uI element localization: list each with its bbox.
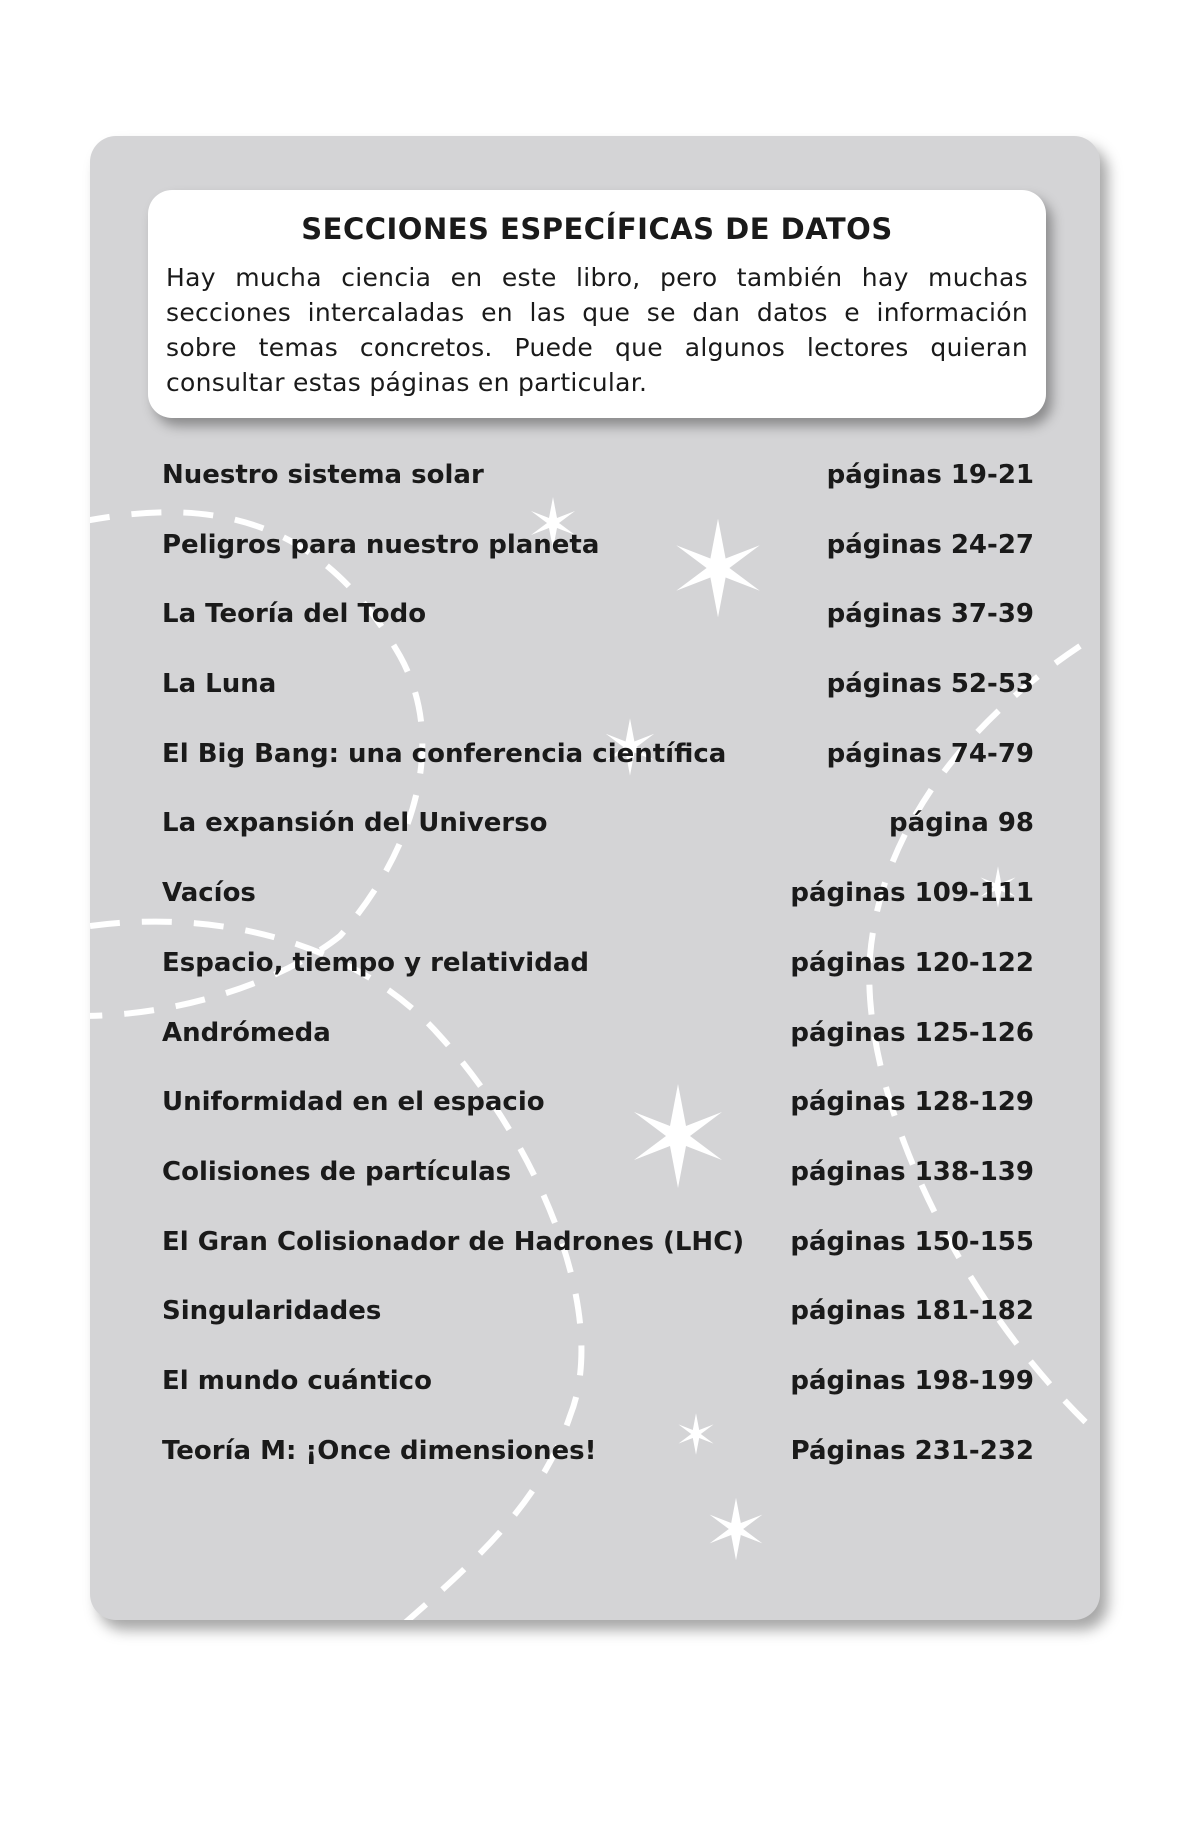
section-topic: Espacio, tiempo y relatividad	[162, 947, 589, 978]
section-pages: páginas 198-199	[790, 1365, 1034, 1396]
section-pages: página 98	[889, 808, 1034, 839]
list-item	[162, 1085, 1034, 1155]
section-topic: Uniformidad en el espacio	[162, 1087, 545, 1118]
section-pages: páginas 125-126	[790, 1017, 1034, 1048]
section-topic: El Gran Colisionador de Hadrones (LHC)	[162, 1226, 745, 1257]
section-pages: páginas 19-21	[826, 460, 1034, 490]
list-item	[162, 528, 1034, 598]
section-pages: páginas 181-182	[790, 1296, 1034, 1327]
section-topic: La expansión del Universo	[162, 808, 548, 839]
intro-text: Hay mucha ciencia en este libro, pero también hay muchas secciones intercaladas en las que se dan datos e información sobre temas concretos. Puede que algunos lectores quieran consultar estas páginas en particular.	[166, 263, 1028, 397]
section-pages: páginas 109-111	[790, 878, 1034, 909]
section-topic: Singularidades	[162, 1296, 382, 1327]
section-pages: Páginas 231-232	[790, 1435, 1034, 1466]
section-pages: páginas 52-53	[826, 669, 1034, 700]
list-item	[162, 737, 1034, 807]
section-topic: Vacíos	[162, 878, 256, 909]
section-pages: páginas 150-155	[790, 1226, 1034, 1257]
section-pages: páginas 128-129	[790, 1087, 1034, 1118]
section-pages: páginas 138-139	[790, 1156, 1034, 1187]
section-topic: La Teoría del Todo	[162, 599, 427, 630]
section-pages: páginas 120-122	[790, 947, 1034, 978]
list-item	[162, 667, 1034, 737]
section-topic: El Big Bang: una conferencia científica	[162, 738, 727, 769]
star-icon	[710, 1498, 763, 1560]
section-topic: Teoría M: ¡Once dimensiones!	[162, 1435, 597, 1466]
list-item	[162, 806, 1034, 876]
section-topic: El mundo cuántico	[162, 1365, 432, 1396]
section-topic: Peligros para nuestro planeta	[162, 529, 600, 560]
list-item	[162, 1294, 1034, 1364]
intro-title: SECCIONES ESPECÍFICAS DE DATOS	[301, 212, 893, 246]
list-item	[162, 597, 1034, 667]
list-item	[162, 1155, 1034, 1225]
section-topic: Nuestro sistema solar	[162, 460, 484, 490]
intro-box	[148, 190, 1046, 418]
section-topic: La Luna	[162, 669, 277, 700]
section-pages: páginas 74-79	[826, 738, 1034, 769]
list-item	[162, 458, 1034, 528]
list-item	[162, 946, 1034, 1016]
list-item	[162, 1225, 1034, 1295]
section-topic: Colisiones de partículas	[162, 1156, 512, 1187]
sections-list	[162, 458, 1034, 1503]
list-item	[162, 1016, 1034, 1086]
list-item	[162, 1364, 1034, 1434]
section-pages: páginas 37-39	[826, 599, 1034, 630]
section-pages: páginas 24-27	[826, 529, 1034, 560]
info-panel	[90, 136, 1100, 1620]
list-item	[162, 876, 1034, 946]
list-item	[162, 1434, 1034, 1504]
section-topic: Andrómeda	[162, 1017, 331, 1048]
